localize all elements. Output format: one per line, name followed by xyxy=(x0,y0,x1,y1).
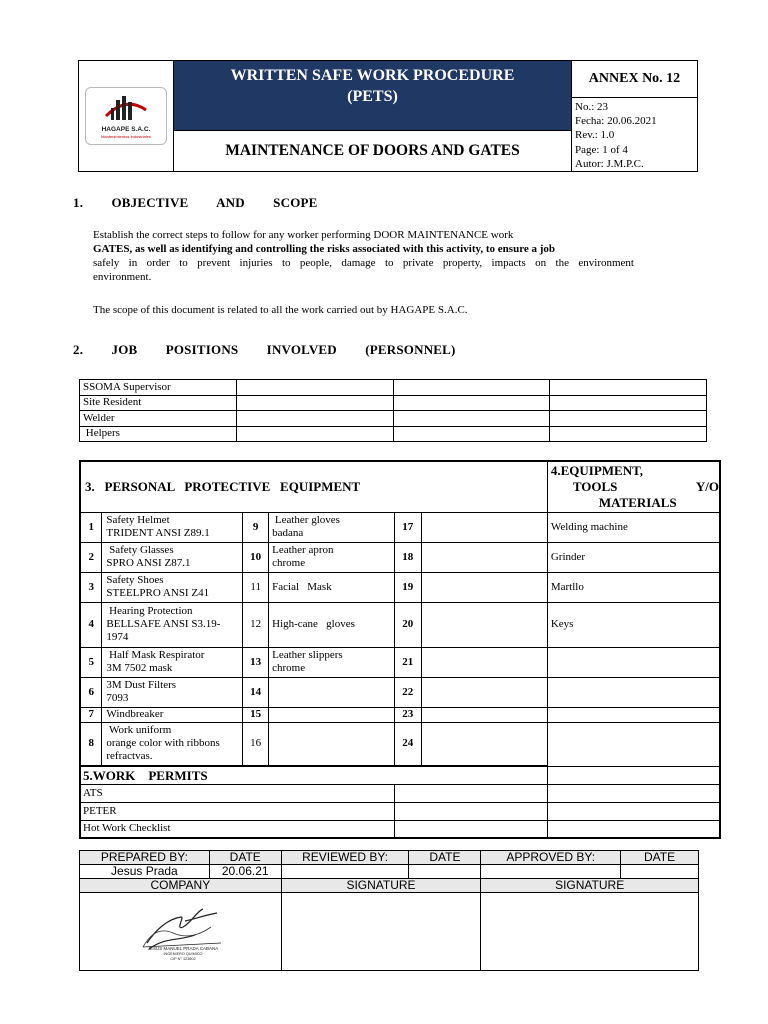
table-row xyxy=(80,820,720,838)
logo-cell xyxy=(79,61,174,171)
position-cell: Site Resident xyxy=(80,395,237,411)
item-number: 6 xyxy=(80,677,102,707)
meta-author: Autor: J.M.P.C. xyxy=(575,157,644,170)
ppe-item xyxy=(421,602,547,647)
ppe-item-name: Leather slippers xyxy=(272,649,343,661)
approver-signature-cell xyxy=(481,893,699,971)
signature-label: SIGNATURE xyxy=(281,879,481,893)
ppe-item xyxy=(102,512,243,542)
empty-cell xyxy=(409,865,481,879)
ppe-item-name: Work uniform xyxy=(106,724,172,737)
ppe-item xyxy=(421,542,547,572)
ppe-item-spec: chrome xyxy=(272,662,306,674)
table-row xyxy=(80,784,720,802)
table-row xyxy=(80,461,720,512)
table-row xyxy=(80,512,720,542)
table-row xyxy=(80,411,707,427)
ppe-item xyxy=(421,707,547,722)
ppe-item-name: Safety Shoes xyxy=(106,574,164,586)
table-row xyxy=(80,677,720,707)
document-title-acronym: (PETS) xyxy=(347,88,398,105)
item-number: 24 xyxy=(394,722,421,766)
company-signature-cell xyxy=(80,893,282,971)
section4-heading-line: MATERIALS xyxy=(598,494,677,510)
equipment-item: Welding machine xyxy=(547,512,720,542)
company-logo xyxy=(85,87,167,145)
ppe-item xyxy=(421,512,547,542)
empty-cell xyxy=(547,784,720,802)
table-row xyxy=(80,865,699,879)
empty-cell xyxy=(393,380,550,396)
ppe-item-name: Safety Glasses xyxy=(106,544,174,556)
date-label: DATE xyxy=(409,851,481,865)
prepared-by-name: Jesus Prada xyxy=(80,865,210,879)
empty-cell xyxy=(547,820,720,838)
position-cell: SSOMA Supervisor xyxy=(80,380,237,396)
table-row xyxy=(80,722,720,766)
ppe-item-spec: SPRO ANSI Z87.1 xyxy=(106,557,191,569)
equipment-item: Grinder xyxy=(547,542,720,572)
item-number: 10 xyxy=(243,542,269,572)
ppe-item xyxy=(421,647,547,677)
empty-cell xyxy=(281,865,409,879)
ppe-item xyxy=(421,677,547,707)
signature-stamp-image xyxy=(125,897,235,963)
table-row xyxy=(80,572,720,602)
table-row xyxy=(80,879,699,893)
item-number: 19 xyxy=(394,572,421,602)
ppe-equipment-permits-block xyxy=(79,460,721,842)
personnel-table xyxy=(79,379,707,442)
item-number: 5 xyxy=(80,647,102,677)
empty-cell xyxy=(236,426,393,442)
empty-cell xyxy=(393,426,550,442)
table-row xyxy=(80,542,720,572)
item-number: 11 xyxy=(243,572,269,602)
permit-item: PETER xyxy=(80,802,394,820)
objective-line: Establish the correct steps to follow for any worker performing DOOR MAINTENANCE work xyxy=(93,229,514,241)
ppe-item-name: Safety Helmet xyxy=(106,514,170,526)
prepared-by-label: PREPARED BY: xyxy=(80,851,210,865)
empty-cell xyxy=(393,411,550,427)
ppe-item xyxy=(102,722,243,766)
building-logo-icon xyxy=(86,88,166,144)
meta-page: Page: 1 of 4 xyxy=(575,143,628,156)
equipment-item: Martllo xyxy=(547,572,720,602)
table-row xyxy=(80,426,707,442)
empty-cell xyxy=(547,707,720,722)
ppe-item-spec: 1974 xyxy=(106,631,129,643)
ppe-item xyxy=(421,722,547,766)
section4-heading-tools: TOOLS xyxy=(572,478,618,494)
ppe-item-spec: TRIDENT ANSI Z89.1 xyxy=(106,527,210,539)
item-number: 15 xyxy=(243,707,269,722)
empty-cell xyxy=(547,802,720,820)
empty-cell xyxy=(236,395,393,411)
item-number: 23 xyxy=(394,707,421,722)
signature-label: SIGNATURE xyxy=(481,879,699,893)
empty-cell xyxy=(236,411,393,427)
item-number: 12 xyxy=(243,602,269,647)
ppe-item xyxy=(269,512,395,542)
meta-revision: Rev.: 1.0 xyxy=(575,129,615,142)
objective-line: environment. xyxy=(93,271,152,283)
table-row xyxy=(80,707,720,722)
empty-cell xyxy=(394,802,547,820)
date-label: DATE xyxy=(621,851,699,865)
item-number: 2 xyxy=(80,542,102,572)
empty-cell xyxy=(547,766,720,784)
approved-by-label: APPROVED BY: xyxy=(481,851,621,865)
table-row xyxy=(80,602,720,647)
reviewer-signature-cell xyxy=(281,893,481,971)
item-number: 21 xyxy=(394,647,421,677)
ppe-item xyxy=(102,572,243,602)
section4-heading-yo: Y/O xyxy=(695,478,719,494)
table-row xyxy=(80,851,699,865)
empty-cell xyxy=(550,395,707,411)
meta-number: No.: 23 xyxy=(575,101,608,113)
stamp-name-text: JESUS MANUEL PRADA CABANA xyxy=(148,946,219,951)
ppe-item-name: Hearing Protection xyxy=(106,605,193,617)
item-number: 13 xyxy=(243,647,269,677)
section2-heading: 2. JOB POSITIONS INVOLVED (PERSONNEL) xyxy=(73,342,456,357)
permit-item: ATS xyxy=(80,784,394,802)
empty-cell xyxy=(393,395,550,411)
item-number: 3 xyxy=(80,572,102,602)
ppe-item-spec: 7093 xyxy=(106,692,129,704)
ppe-item xyxy=(421,572,547,602)
ppe-item xyxy=(269,722,395,766)
ppe-item-spec: refractvas. xyxy=(106,750,153,763)
position-cell: Welder xyxy=(80,411,237,427)
ppe-item xyxy=(269,542,395,572)
ppe-item: Windbreaker xyxy=(102,707,243,722)
date-label: DATE xyxy=(209,851,281,865)
empty-cell xyxy=(621,865,699,879)
reviewed-by-label: REVIEWED BY: xyxy=(281,851,409,865)
ppe-item xyxy=(269,707,395,722)
document-meta xyxy=(571,98,697,171)
ppe-table xyxy=(79,460,721,839)
ppe-item-name: 3M Dust Filters xyxy=(106,679,177,691)
objective-paragraph xyxy=(93,228,634,284)
empty-cell xyxy=(394,820,547,838)
company-label: COMPANY xyxy=(80,879,282,893)
item-number: 8 xyxy=(80,722,102,766)
item-number: 7 xyxy=(80,707,102,722)
equipment-item: Keys xyxy=(547,602,720,647)
ppe-item: High-cane gloves xyxy=(269,602,395,647)
document-subtitle: MAINTENANCE OF DOORS AND GATES xyxy=(174,130,571,171)
item-number: 18 xyxy=(394,542,421,572)
ppe-item xyxy=(269,677,395,707)
logo-tagline-text: Mantenimientos Industriales xyxy=(101,134,151,139)
empty-cell xyxy=(550,411,707,427)
objective-line: safely in order to prevent injuries to people, damage to private property, impacts on the environment xyxy=(93,257,634,269)
section4-heading-line xyxy=(551,479,719,495)
ppe-item xyxy=(102,542,243,572)
item-number: 22 xyxy=(394,677,421,707)
ppe-item xyxy=(102,647,243,677)
table-row xyxy=(80,766,720,784)
empty-cell xyxy=(547,647,720,677)
permit-item: Hot Work Checklist xyxy=(80,820,394,838)
ppe-item-spec: chrome xyxy=(272,557,306,569)
section4-heading-line: 4.EQUIPMENT, xyxy=(550,462,644,478)
section5-heading: 5.WORK PERMITS xyxy=(80,766,547,784)
item-number: 16 xyxy=(243,722,269,766)
prepared-date: 20.06.21 xyxy=(209,865,281,879)
ppe-item-name: Half Mask Respirator xyxy=(106,649,205,661)
table-row xyxy=(80,380,707,396)
ppe-item-name: Leather apron xyxy=(272,544,334,556)
ppe-item: Facial Mask xyxy=(269,572,395,602)
item-number: 9 xyxy=(243,512,269,542)
table-row xyxy=(80,802,720,820)
section3-heading: 3. PERSONAL PROTECTIVE EQUIPMENT xyxy=(80,461,547,512)
meta-date: Fecha: 20.06.2021 xyxy=(575,115,657,128)
stamp-title-text: INGENIERO QUIMICO xyxy=(163,952,203,956)
ppe-item-name: Leather gloves xyxy=(272,514,340,526)
approval-table xyxy=(79,850,699,971)
annex-number: ANNEX No. 12 xyxy=(571,61,697,98)
ppe-item xyxy=(102,677,243,707)
table-row xyxy=(80,395,707,411)
document-header xyxy=(78,60,698,172)
empty-cell xyxy=(550,380,707,396)
ppe-item-spec: orange color with ribbons xyxy=(106,737,220,750)
table-row xyxy=(80,647,720,677)
item-number: 4 xyxy=(80,602,102,647)
empty-cell xyxy=(481,865,621,879)
logo-company-text: HAGAPE S.A.C. xyxy=(101,126,151,133)
ppe-item xyxy=(269,647,395,677)
stamp-cip-text: CIP N° 123602 xyxy=(170,957,196,961)
empty-cell xyxy=(236,380,393,396)
title-band xyxy=(174,61,571,130)
item-number: 14 xyxy=(243,677,269,707)
objective-line: GATES, as well as identifying and controlling the risks associated with this activity, to ensure a job xyxy=(93,243,556,255)
ppe-item-spec: BELLSAFE ANSI S3.19- xyxy=(106,618,221,630)
section1-heading: 1. OBJECTIVE AND SCOPE xyxy=(73,195,318,210)
empty-cell xyxy=(547,722,720,766)
ppe-item-spec: 3M 7502 mask xyxy=(106,662,173,674)
ppe-item xyxy=(102,602,243,647)
document-title: WRITTEN SAFE WORK PROCEDURE xyxy=(230,67,515,84)
section4-heading xyxy=(547,461,720,512)
empty-cell xyxy=(550,426,707,442)
item-number: 20 xyxy=(394,602,421,647)
item-number: 1 xyxy=(80,512,102,542)
item-number: 17 xyxy=(394,512,421,542)
scope-paragraph: The scope of this document is related to all the work carried out by HAGAPE S.A.C. xyxy=(93,304,468,316)
empty-cell xyxy=(394,784,547,802)
ppe-item-spec: badana xyxy=(272,527,304,539)
ppe-item-spec: STEELPRO ANSI Z41 xyxy=(106,587,210,599)
empty-cell xyxy=(547,677,720,707)
table-row xyxy=(80,893,699,971)
position-cell: Helpers xyxy=(80,426,237,442)
